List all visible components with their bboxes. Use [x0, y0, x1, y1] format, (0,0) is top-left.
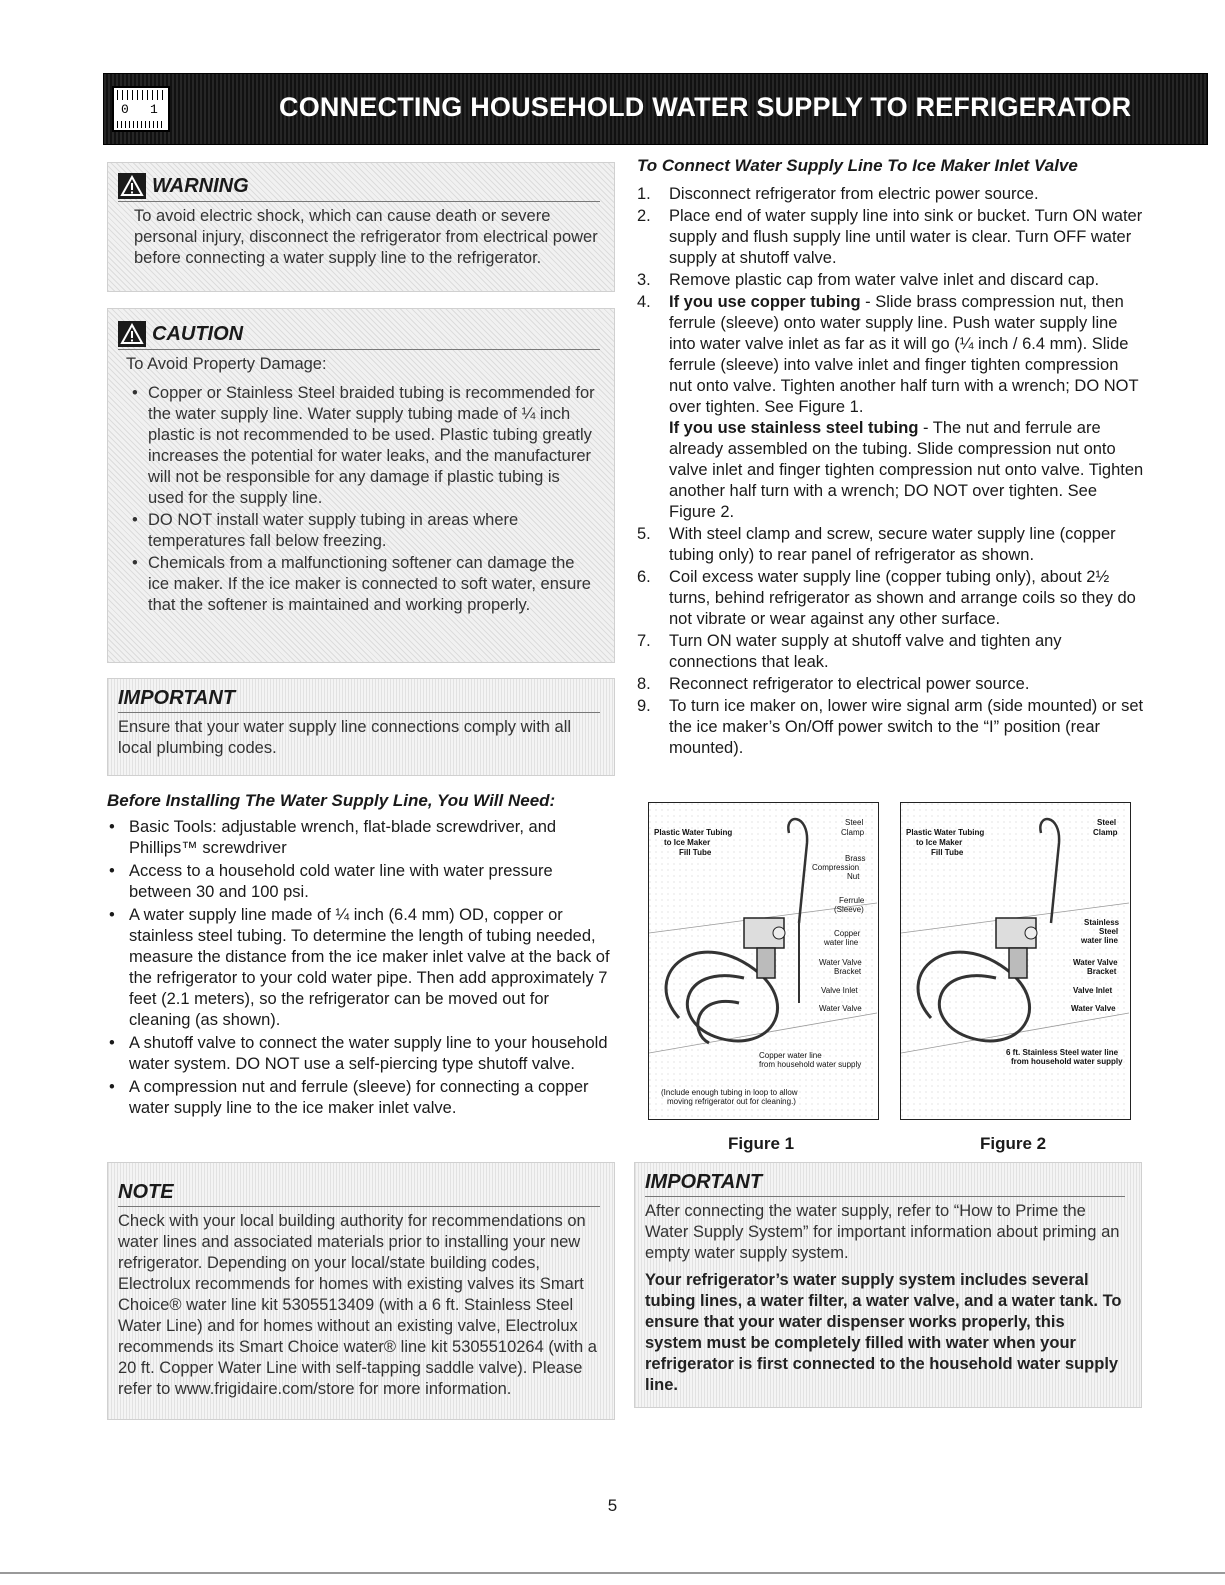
warning-heading: WARNING [152, 174, 249, 197]
step-item: 9. To turn ice maker on, lower wire signal arm (side mounted) or set the ice maker’s On/Off power switch to the “I” position (rear mounted). [637, 697, 1144, 757]
step-item: 5. With steel clamp and screw, secure water supply line (copper tubing only) to rear panel of refrigerator as shown. [637, 525, 1116, 564]
figure-1-caption: Figure 1 [728, 1134, 795, 1153]
steps-list [637, 184, 1145, 760]
fig1-label-valvebracket: Water Valve [819, 958, 862, 967]
fig1-label-moving: moving refrigerator out for cleaning.) [667, 1097, 796, 1106]
important-box-2 [634, 1162, 1142, 1408]
list-item: • Basic Tools: adjustable wrench, flat-blade screwdriver, and Phillips™ screwdriver [107, 817, 615, 859]
fig2-label-clamp: Clamp [1093, 828, 1118, 837]
figure-2-illustration [901, 803, 1129, 1118]
caution-bullet: • Chemicals from a malfunctioning softener can damage the ice maker. If the ice maker is connected to soft water, ensure that the softener is maintained and working properly. [148, 553, 600, 616]
warning-icon [118, 173, 146, 199]
fig1-label-household: from household water supply [759, 1060, 862, 1069]
step-item: 3. Remove plastic cap from water valve inlet and discard cap. [637, 271, 1100, 289]
fig2-label-filltube: Fill Tube [931, 848, 964, 857]
list-item: • Access to a household cold water line with water pressure between 30 and 100 psi. [107, 861, 615, 903]
fig1-label-icemaker: to Ice Maker [664, 838, 711, 847]
figure-1 [648, 802, 879, 1120]
figure-1-illustration [649, 803, 877, 1118]
fig1-label-brass: Brass [845, 854, 866, 863]
fig1-label-valveinlet: Valve Inlet [821, 986, 858, 995]
important-box-1 [107, 678, 615, 776]
caution-subheading: To Avoid Property Damage: [126, 355, 327, 373]
fig2-label-ssline: 6 ft. Stainless Steel water line [1006, 1048, 1119, 1057]
page-number: 5 [607, 1496, 618, 1515]
figure-2 [900, 802, 1131, 1120]
important-text-1: Ensure that your water supply line connections comply with all local plumbing codes. [118, 718, 572, 757]
needs-title: Before Installing The Water Supply Line, You Will Need: [107, 791, 556, 810]
header-banner [103, 73, 1208, 145]
step-item: 8. Reconnect refrigerator to electrical power source. [637, 675, 1030, 693]
figure-2-caption: Figure 2 [980, 1134, 1047, 1153]
fig1-label-ferrule: Ferrule [839, 896, 865, 905]
ruler-label-left: 0 [121, 102, 129, 117]
connect-title: To Connect Water Supply Line To Ice Maker Inlet Valve [637, 156, 1078, 175]
important-text-2: After connecting the water supply, refer to “How to Prime the Water Supply System” for important information about priming an empty water supply system. [645, 1202, 1120, 1262]
step-item: 1. Disconnect refrigerator from electric power source. [637, 185, 1039, 203]
caution-icon [118, 321, 146, 347]
fig1-label-compression: Compression [812, 863, 860, 872]
fig2-label-valvebracket: Water Valve [1073, 958, 1118, 967]
fig1-label-include: (Include enough tubing in loop to allow [661, 1088, 798, 1097]
fig2-label-icemaker: to Ice Maker [916, 838, 963, 847]
caution-heading: CAUTION [152, 322, 244, 345]
note-text: Check with your local building authority for recommendations on water lines and associated materials prior to installing your new refrigerator. Depending on your local/state building codes, Electrolux recommends for homes with existing valves its Smart Choice® water line kit 5305513409 (with a 6 ft. Stainless Steel Water Line) and for homes without an existing valve, Electrolux recommends its Smart Choice water® line kit 5305510264 (with a 20 ft. Copper Water Line with self-tapping saddle valve). Please refer to www.frigidaire.com/store for more information. [118, 1212, 597, 1398]
fig2-label-waterline: water line [1081, 936, 1118, 945]
fig2-label-steel: Steel [1097, 818, 1117, 827]
ruler-label-right: 1 [150, 102, 158, 117]
fig1-label-filltube: Fill Tube [679, 848, 712, 857]
fig1-label-bracket: Bracket [834, 967, 862, 976]
list-item: • A water supply line made of ¼ inch (6.4 mm) OD, copper or stainless steel tubing. To determine the length of tubing needed, measure the distance from the ice maker inlet valve at the back of the refrigerator to your cold water pipe. Then add approximately 7 feet (2.1 meters), so the refrigerator can be moved out for cleaning (as shown). [107, 905, 615, 1031]
step-item: 6. Coil excess water supply line (copper tubing only), about 2½ turns, behind refrigerator as shown and arrange coils so they do not vibrate or wear against any other surface. [637, 568, 1136, 628]
list-item: • A compression nut and ferrule (sleeve) for connecting a copper water supply line to the ice maker inlet valve. [107, 1077, 615, 1119]
fig2-label-ssteel: Steel [1099, 927, 1119, 936]
fig1-label-watervalve: Water Valve [819, 1004, 862, 1013]
page-title: CONNECTING HOUSEHOLD WATER SUPPLY TO REFRIGERATOR [279, 92, 1132, 122]
step-item: 7. Turn ON water supply at shutoff valve and tighten any connections that leak. [637, 632, 1062, 671]
fig1-label-nut: Nut [847, 872, 860, 881]
fig1-label-copperline: water line [824, 938, 859, 947]
note-box [107, 1162, 615, 1420]
important-heading-2: IMPORTANT [645, 1171, 763, 1193]
fig1-label-copper: Copper [834, 929, 861, 938]
important-bold-text-2: Your refrigerator’s water supply system includes several tubing lines, a water filter, a water valve, and a water tank. To ensure that your water dispenser works properly, this system must be completely filled with water when your refrigerator is first connected to the household water supply line. [645, 1271, 1122, 1394]
fig2-label-household: from household water supply [1011, 1057, 1123, 1066]
caution-bullet: • DO NOT install water supply tubing in areas where temperatures fall below freezing. [148, 510, 600, 552]
fig2-label-plastic: Plastic Water Tubing [906, 828, 985, 837]
needs-list [107, 817, 615, 1121]
fig1-label-steel: Steel [845, 818, 864, 827]
fig2-label-stainless: Stainless [1084, 918, 1120, 927]
fig2-label-watervalve: Water Valve [1071, 1004, 1116, 1013]
note-heading: NOTE [118, 1181, 174, 1203]
list-item: • A shutoff valve to connect the water supply line to your household water system. DO NOT use a self-piercing type shutoff valve. [107, 1033, 615, 1075]
warning-box [107, 162, 615, 292]
caution-box [107, 308, 615, 663]
fig1-label-sleeve: (Sleeve) [834, 905, 864, 914]
warning-text: To avoid electric shock, which can cause death or severe personal injury, disconnect the refrigerator from electrical power before connecting a water supply line to the refrigerator. [134, 207, 598, 267]
step-item: 4. If you use copper tubing - Slide brass compression nut, then ferrule (sleeve) onto water supply line. Push water supply line into water valve inlet as far as it will go (¼ inch / 6.4 mm). Slide ferrule (sleeve) into valve inlet and finger tighten compression nut onto valve. Tighten another half turn with a wrench; DO NOT over tighten. See Figure 1. If you use stainless steel tubing - The nut and ferrule are already assembled on the tubing. Slide compression nut onto valve inlet and finger tighten compression nut onto valve. Tighten another half turn with a wrench; DO NOT over tighten. See Figure 2. [637, 293, 1144, 521]
caution-bullet: • Copper or Stainless Steel braided tubing is recommended for the water supply line. Water supply tubing made of ¼ inch plastic is not recommended to be used. Plastic tubing greatly increases the potential for water leaks, and the manufacturer will not be responsible for any damage if plastic tubing is used for the supply line. [148, 383, 600, 509]
bottom-divider [0, 1572, 1225, 1574]
fig1-label-plastic: Plastic Water Tubing [654, 828, 733, 837]
fig2-label-bracket: Bracket [1087, 967, 1117, 976]
fig2-label-valveinlet: Valve Inlet [1073, 986, 1113, 995]
fig1-label-clamp: Clamp [841, 828, 865, 837]
important-heading-1: IMPORTANT [118, 687, 236, 709]
ruler-icon [112, 86, 170, 132]
step-item: 2. Place end of water supply line into sink or bucket. Turn ON water supply and flush supply line until water is clear. Turn OFF water supply at shutoff valve. [637, 207, 1143, 267]
fig1-label-copperwater: Copper water line [759, 1051, 822, 1060]
